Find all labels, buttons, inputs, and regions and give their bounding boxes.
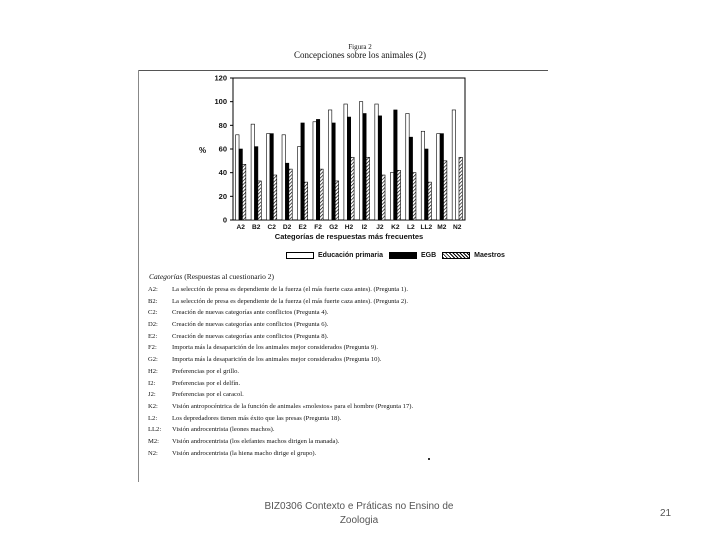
- category-code: G2:: [148, 356, 158, 364]
- list-item: [148, 296, 448, 308]
- list-item: [148, 354, 448, 366]
- legend-label: Maestros: [474, 252, 505, 259]
- category-code: H2:: [148, 367, 158, 375]
- y-tick-label: 20: [218, 191, 227, 201]
- legend-item-maestros: [442, 252, 505, 259]
- figure-number: Figura 2: [348, 43, 372, 51]
- bar-series: [236, 102, 463, 220]
- bar-hatch-c2: [273, 175, 276, 220]
- category-code: K2:: [148, 402, 158, 410]
- bar-black-g2: [332, 123, 335, 220]
- category-description: Visión androcentrista (leones machos).: [172, 426, 275, 434]
- bar-black-f2: [316, 119, 319, 220]
- category-description: Creación de nuevas categorías ante conflictos (Pregunta 4).: [172, 309, 329, 317]
- bar-black-ll2: [425, 149, 428, 220]
- bar-white-k2: [390, 173, 393, 220]
- category-description: Visión androcentrista (la hiena macho dirige el grupo).: [172, 449, 317, 457]
- category-code: E2:: [148, 332, 158, 340]
- bar-hatch-b2: [258, 181, 261, 220]
- y-tick-label: 60: [218, 144, 227, 154]
- category-description: Preferencias por el delfín.: [172, 379, 241, 387]
- category-code: J2:: [148, 391, 156, 399]
- bar-hatch-e2: [304, 182, 307, 220]
- y-axis-label: %: [199, 146, 207, 155]
- bar-hatch-l2: [413, 173, 416, 220]
- category-code: B2:: [148, 297, 158, 305]
- bar-black-h2: [347, 117, 350, 220]
- bar-black-c2: [270, 134, 273, 220]
- x-tick-label: M2: [437, 224, 447, 231]
- y-tick-label: 120: [214, 73, 227, 83]
- legend-swatch-white: [286, 252, 314, 259]
- legend-item-primaria: [286, 252, 383, 259]
- page-number: 21: [660, 508, 672, 519]
- x-axis: [237, 224, 462, 231]
- bar-white-g2: [328, 110, 331, 220]
- x-tick-label: J2: [376, 224, 384, 231]
- scan-left-border: [138, 70, 139, 482]
- list-item: [148, 366, 448, 378]
- categories-title: Categorías: [149, 272, 183, 281]
- bar-hatch-ll2: [428, 182, 431, 220]
- slide-footer: BIZ0306 Contexto e Práticas no Ensino de Zoologia: [264, 501, 454, 526]
- category-code: C2:: [148, 309, 158, 317]
- y-axis: [214, 74, 233, 225]
- category-code: D2:: [148, 321, 158, 329]
- list-item: [148, 331, 448, 343]
- categories-note: (Respuestas al cuestionario 2): [184, 272, 274, 281]
- category-code: A2:: [148, 286, 158, 293]
- x-tick-label: G2: [329, 224, 338, 231]
- list-item: [148, 319, 448, 331]
- y-tick-label: 80: [218, 120, 227, 130]
- x-tick-label: A2: [236, 224, 245, 231]
- bar-white-i2: [359, 102, 362, 220]
- list-item: [148, 436, 448, 448]
- chart-legend: [286, 252, 511, 259]
- x-tick-label: E2: [298, 224, 307, 231]
- figure-heading: [240, 44, 480, 61]
- list-item: [148, 424, 448, 436]
- bar-black-l2: [409, 137, 412, 220]
- category-description: Visión androcentrista (los elefantes machos dirigen la manada).: [172, 437, 340, 445]
- category-code: I2:: [148, 379, 156, 387]
- bar-white-h2: [344, 104, 347, 220]
- legend-label: EGB: [420, 252, 437, 259]
- x-tick-label: L2: [407, 224, 415, 231]
- list-item: [148, 307, 448, 319]
- bar-black-j2: [378, 116, 381, 220]
- bar-black-i2: [363, 114, 366, 221]
- bar-hatch-k2: [397, 170, 400, 220]
- bar-hatch-h2: [351, 157, 354, 220]
- figure-title: Concepciones sobre los animales (2): [294, 50, 426, 61]
- bar-white-n2: [452, 110, 455, 220]
- categories-heading: [149, 272, 274, 281]
- category-description: Los depredadores tienen más éxito que las presas (Pregunta 18).: [172, 414, 342, 422]
- x-tick-label: N2: [453, 224, 462, 231]
- bar-white-l2: [406, 114, 409, 221]
- category-code: F2:: [148, 344, 157, 352]
- bar-black-m2: [440, 134, 443, 220]
- bar-hatch-i2: [366, 157, 369, 220]
- bar-white-e2: [298, 147, 301, 220]
- bar-hatch-g2: [335, 181, 338, 220]
- legend-swatch-black: [389, 252, 417, 259]
- list-item: [148, 284, 448, 296]
- list-item: [148, 448, 448, 460]
- scan-top-border: [138, 70, 548, 71]
- bar-chart: [150, 72, 490, 252]
- category-code: M2:: [148, 437, 159, 445]
- list-item: [148, 413, 448, 425]
- bar-white-j2: [375, 104, 378, 220]
- x-tick-label: LL2: [420, 224, 433, 231]
- x-tick-label: I2: [361, 224, 368, 231]
- bar-white-a2: [236, 135, 239, 220]
- category-description: Importa más la desaparición de los animales mejor considerados (Pregunta 9).: [172, 344, 378, 352]
- category-description: Preferencias por el caracol.: [172, 391, 244, 399]
- x-tick-label: C2: [267, 224, 276, 231]
- x-tick-label: K2: [391, 224, 400, 231]
- y-tick-label: 40: [218, 168, 227, 178]
- category-description: Creación de nuevas categorías ante conflictos (Pregunta 6).: [172, 321, 329, 329]
- x-tick-label: H2: [344, 224, 354, 231]
- category-code: LL2:: [148, 426, 162, 434]
- legend-label: Educación primaria: [318, 252, 383, 259]
- category-description: Creación de nuevas categorías ante conflictos (Pregunta 8).: [172, 332, 329, 340]
- x-tick-label: B2: [251, 224, 261, 231]
- bar-hatch-j2: [382, 175, 385, 220]
- category-code: L2:: [148, 414, 158, 422]
- list-item: [148, 401, 448, 413]
- legend-item-egb: [389, 252, 436, 259]
- bar-black-e2: [301, 123, 304, 220]
- bar-white-m2: [437, 134, 440, 220]
- x-axis-title: Categorías de respuestas más frecuentes: [274, 232, 424, 241]
- category-description: Visión antropocéntrica de la función de animales «molestos» para el hombre (Pregunta 17).: [172, 402, 414, 410]
- y-tick-label: 0: [222, 215, 227, 225]
- bar-hatch-m2: [444, 161, 447, 220]
- list-item: [148, 389, 448, 401]
- category-list: [148, 284, 448, 459]
- bar-black-a2: [239, 149, 242, 220]
- bar-black-d2: [285, 163, 288, 220]
- bar-hatch-n2: [459, 157, 462, 220]
- list-item: [148, 342, 448, 354]
- bar-white-c2: [267, 134, 270, 220]
- category-description: Preferencias por el grillo.: [172, 367, 240, 375]
- bar-white-b2: [251, 124, 254, 220]
- bar-black-k2: [394, 110, 397, 220]
- y-tick-label: 100: [214, 97, 227, 107]
- x-tick-label: D2: [282, 224, 292, 231]
- bar-black-b2: [255, 147, 258, 220]
- bar-hatch-d2: [289, 169, 292, 220]
- category-description: Importa más la desaparición de los animales mejor considerados (Pregunta 10).: [172, 356, 382, 364]
- legend-swatch-hatched: [442, 252, 470, 259]
- scan-speck: [428, 458, 430, 460]
- bar-white-ll2: [421, 131, 424, 220]
- category-code: N2:: [148, 449, 158, 457]
- category-description: La selección de presa es dependiente de la fuerza (el más fuerte caza antes). (Pregunta 2).: [172, 297, 408, 305]
- x-tick-label: F2: [314, 224, 322, 231]
- list-item: [148, 378, 448, 390]
- bar-white-d2: [282, 135, 285, 220]
- bar-hatch-f2: [320, 169, 323, 220]
- bar-hatch-a2: [242, 164, 245, 220]
- bar-white-f2: [313, 122, 316, 220]
- category-description: La selección de presa es dependiente de la fuerza (el más fuerte caza antes). (Pregunta 1).: [172, 286, 408, 293]
